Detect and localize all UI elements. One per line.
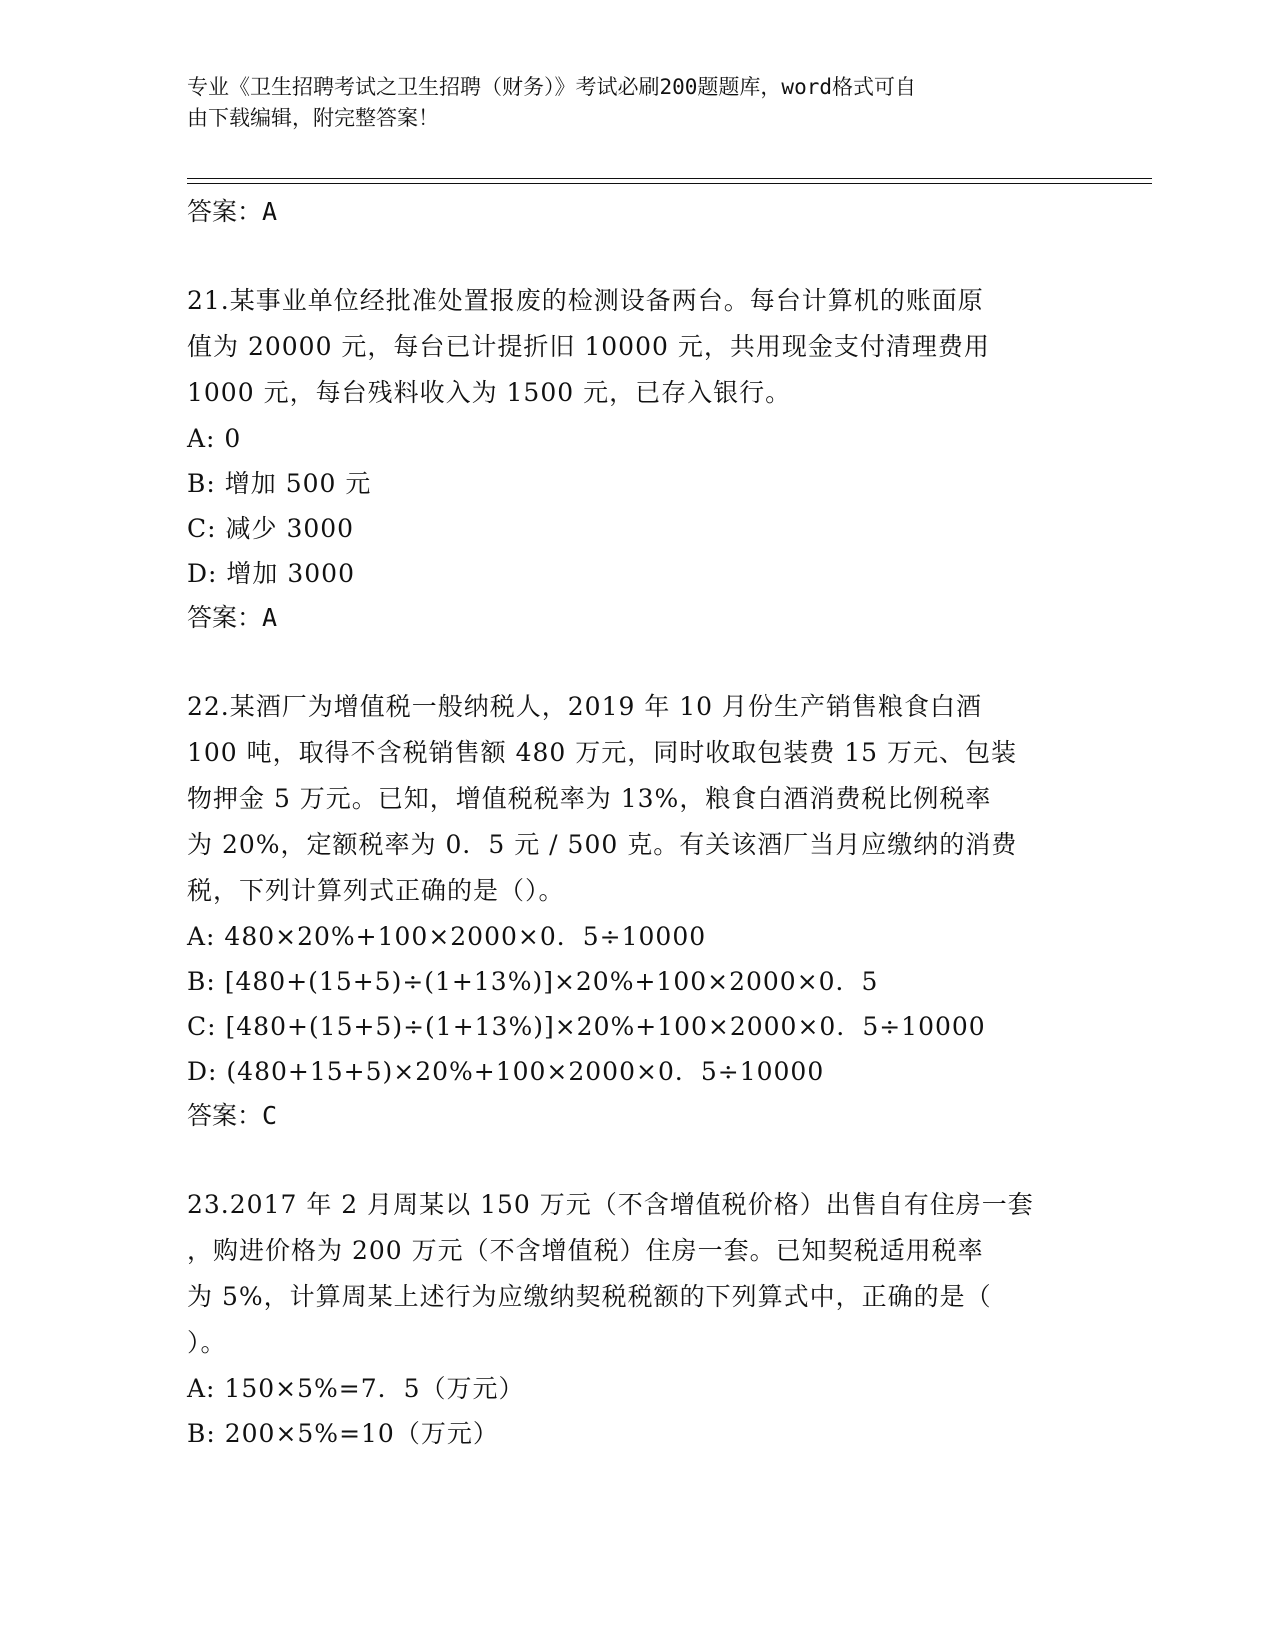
question-text-line: 为 5%，计算周某上述行为应缴纳契税税额的下列算式中，正确的是（ — [187, 1282, 992, 1311]
option-c: C: [480+(15+5)÷(1+13%)]×20%+100×2000×0．5÷10000 — [187, 1012, 986, 1041]
answer-label: 答案：C — [187, 1101, 278, 1130]
question-text-line: 23.2017 年 2 月周某以 150 万元（不含增值税价格）出售自有住房一套 — [187, 1190, 1034, 1219]
option-b: B: [480+(15+5)÷(1+13%)]×20%+100×2000×0．5 — [187, 967, 879, 996]
header-rule-bottom — [187, 183, 1152, 184]
question-text-line: ，购进价格为 200 万元（不含增值税）住房一套。已知契税适用税率 — [187, 1236, 984, 1265]
option-a: A: 150×5%=7．5（万元） — [187, 1374, 525, 1403]
option-d: D: 增加 3000 — [187, 559, 355, 588]
option-d: D: (480+15+5)×20%+100×2000×0．5÷10000 — [187, 1057, 825, 1086]
question-text-line: 物押金 5 万元。已知，增值税税率为 13%，粮食白酒消费税比例税率 — [187, 784, 992, 813]
answer-label: 答案：A — [187, 603, 278, 632]
question-21 — [187, 278, 1087, 640]
document-header — [187, 72, 1067, 134]
question-text-line: 1000 元，每台残料收入为 1500 元，已存入银行。 — [187, 378, 792, 407]
question-text-line: 100 吨，取得不含税销售额 480 万元，同时收取包装费 15 万元、包装 — [187, 738, 1017, 767]
option-b: B: 200×5%=10（万元） — [187, 1419, 499, 1448]
document-body — [187, 190, 1087, 1456]
question-23 — [187, 1182, 1087, 1456]
answer-label: 答案：A — [187, 197, 278, 226]
option-c: C: 减少 3000 — [187, 514, 355, 543]
question-text-line: 21.某事业单位经批准处置报废的检测设备两台。每台计算机的账面原 — [187, 286, 984, 315]
header-rule-top — [187, 178, 1152, 179]
header-line-2: 由下载编辑，附完整答案！ — [187, 106, 439, 130]
question-text-line: 为 20%，定额税率为 0．5 元 / 500 克。有关该酒厂当月应缴纳的消费 — [187, 830, 1018, 859]
question-22 — [187, 684, 1087, 1138]
question-text-line: ）。 — [187, 1328, 227, 1357]
option-a: A: 0 — [187, 424, 242, 453]
option-a: A: 480×20%+100×2000×0．5÷10000 — [187, 922, 707, 951]
question-text-line: 22.某酒厂为增值税一般纳税人，2019 年 10 月份生产销售粮食白酒 — [187, 692, 983, 721]
header-line-1: 专业《卫生招聘考试之卫生招聘（财务）》考试必刷200题题库，word格式可自 — [187, 75, 916, 99]
option-b: B: 增加 500 元 — [187, 469, 372, 498]
question-text-line: 值为 20000 元，每台已计提折旧 10000 元，共用现金支付清理费用 — [187, 332, 990, 361]
question-text-line: 税，下列计算列式正确的是（）。 — [187, 876, 565, 905]
